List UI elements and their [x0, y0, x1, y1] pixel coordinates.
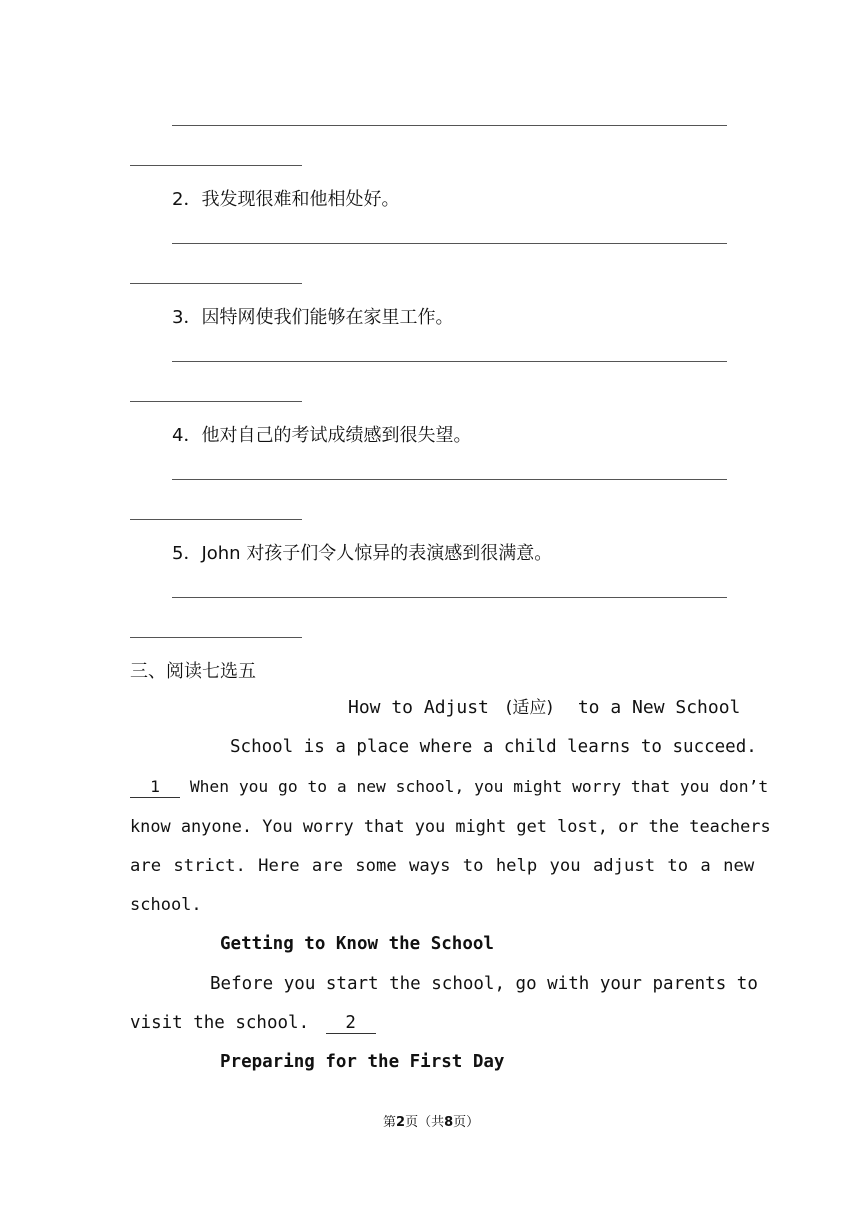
footer-suffix: 页） — [453, 1115, 480, 1130]
subheading: Preparing for the First Day — [220, 1052, 505, 1072]
sentence-text: 他对自己的考试成绩感到很失望。 — [201, 425, 472, 446]
sentence-text: 我发现很难和他相处好。 — [201, 189, 400, 210]
footer-mid: 页（共 — [405, 1115, 445, 1130]
sentence-number: 2． — [172, 189, 202, 210]
answer-line[interactable] — [172, 361, 727, 362]
paragraph-line: Before you start the school, go with your parents to — [210, 974, 758, 994]
answer-line[interactable] — [172, 243, 727, 244]
paragraph-line: are strict. Here are some ways to help you adjust to a new — [130, 856, 755, 876]
sentence-number: 4． — [172, 425, 202, 446]
section-heading: 三、阅读七选五 — [130, 661, 256, 682]
sentence-item — [172, 303, 453, 329]
answer-blank-1[interactable] — [130, 777, 180, 798]
blank-number: 1 — [150, 777, 160, 796]
subheading: Getting to Know the School — [220, 934, 494, 954]
answer-line[interactable] — [172, 597, 727, 598]
footer-prefix: 第 — [383, 1115, 397, 1130]
sentence-item — [172, 421, 471, 447]
answer-line-continuation[interactable] — [130, 165, 302, 166]
answer-line-continuation[interactable] — [130, 519, 302, 520]
sentence-item — [172, 539, 552, 565]
answer-line[interactable] — [172, 125, 727, 126]
article-title-part1: How to Adjust — [348, 697, 489, 718]
sentence-number: 5． — [172, 543, 202, 564]
sentence-text: 因特网使我们能够在家里工作。 — [201, 307, 454, 328]
footer-page-number: 2 — [396, 1115, 406, 1130]
paragraph-line — [130, 776, 768, 798]
paragraph-text: When you go to a new school, you might worry that you don’t — [189, 777, 769, 796]
answer-line[interactable] — [172, 479, 727, 480]
paragraph-line — [130, 1012, 376, 1034]
paragraph-line: know anyone. You worry that you might get lost, or the teachers — [130, 816, 771, 836]
paragraph-line: school. — [130, 895, 202, 915]
page-footer — [383, 1111, 479, 1130]
footer-total-pages: 8 — [444, 1115, 454, 1130]
answer-line-continuation[interactable] — [130, 283, 302, 284]
article-title — [348, 697, 740, 719]
paragraph-line: School is a place where a child learns to succeed. — [230, 737, 757, 757]
sentence-number: 3． — [172, 307, 202, 328]
answer-line-continuation[interactable] — [130, 637, 302, 638]
paragraph-text: visit the school. — [130, 1013, 310, 1033]
answer-line-continuation[interactable] — [130, 401, 302, 402]
answer-blank-2[interactable] — [326, 1013, 376, 1034]
sentence-text: John 对孩子们令人惊异的表演感到很满意。 — [201, 543, 553, 564]
article-title-cn: (适应) — [505, 698, 553, 718]
sentence-item — [172, 185, 399, 211]
article-title-part2: to a New School — [577, 697, 741, 718]
blank-number: 2 — [345, 1013, 356, 1033]
